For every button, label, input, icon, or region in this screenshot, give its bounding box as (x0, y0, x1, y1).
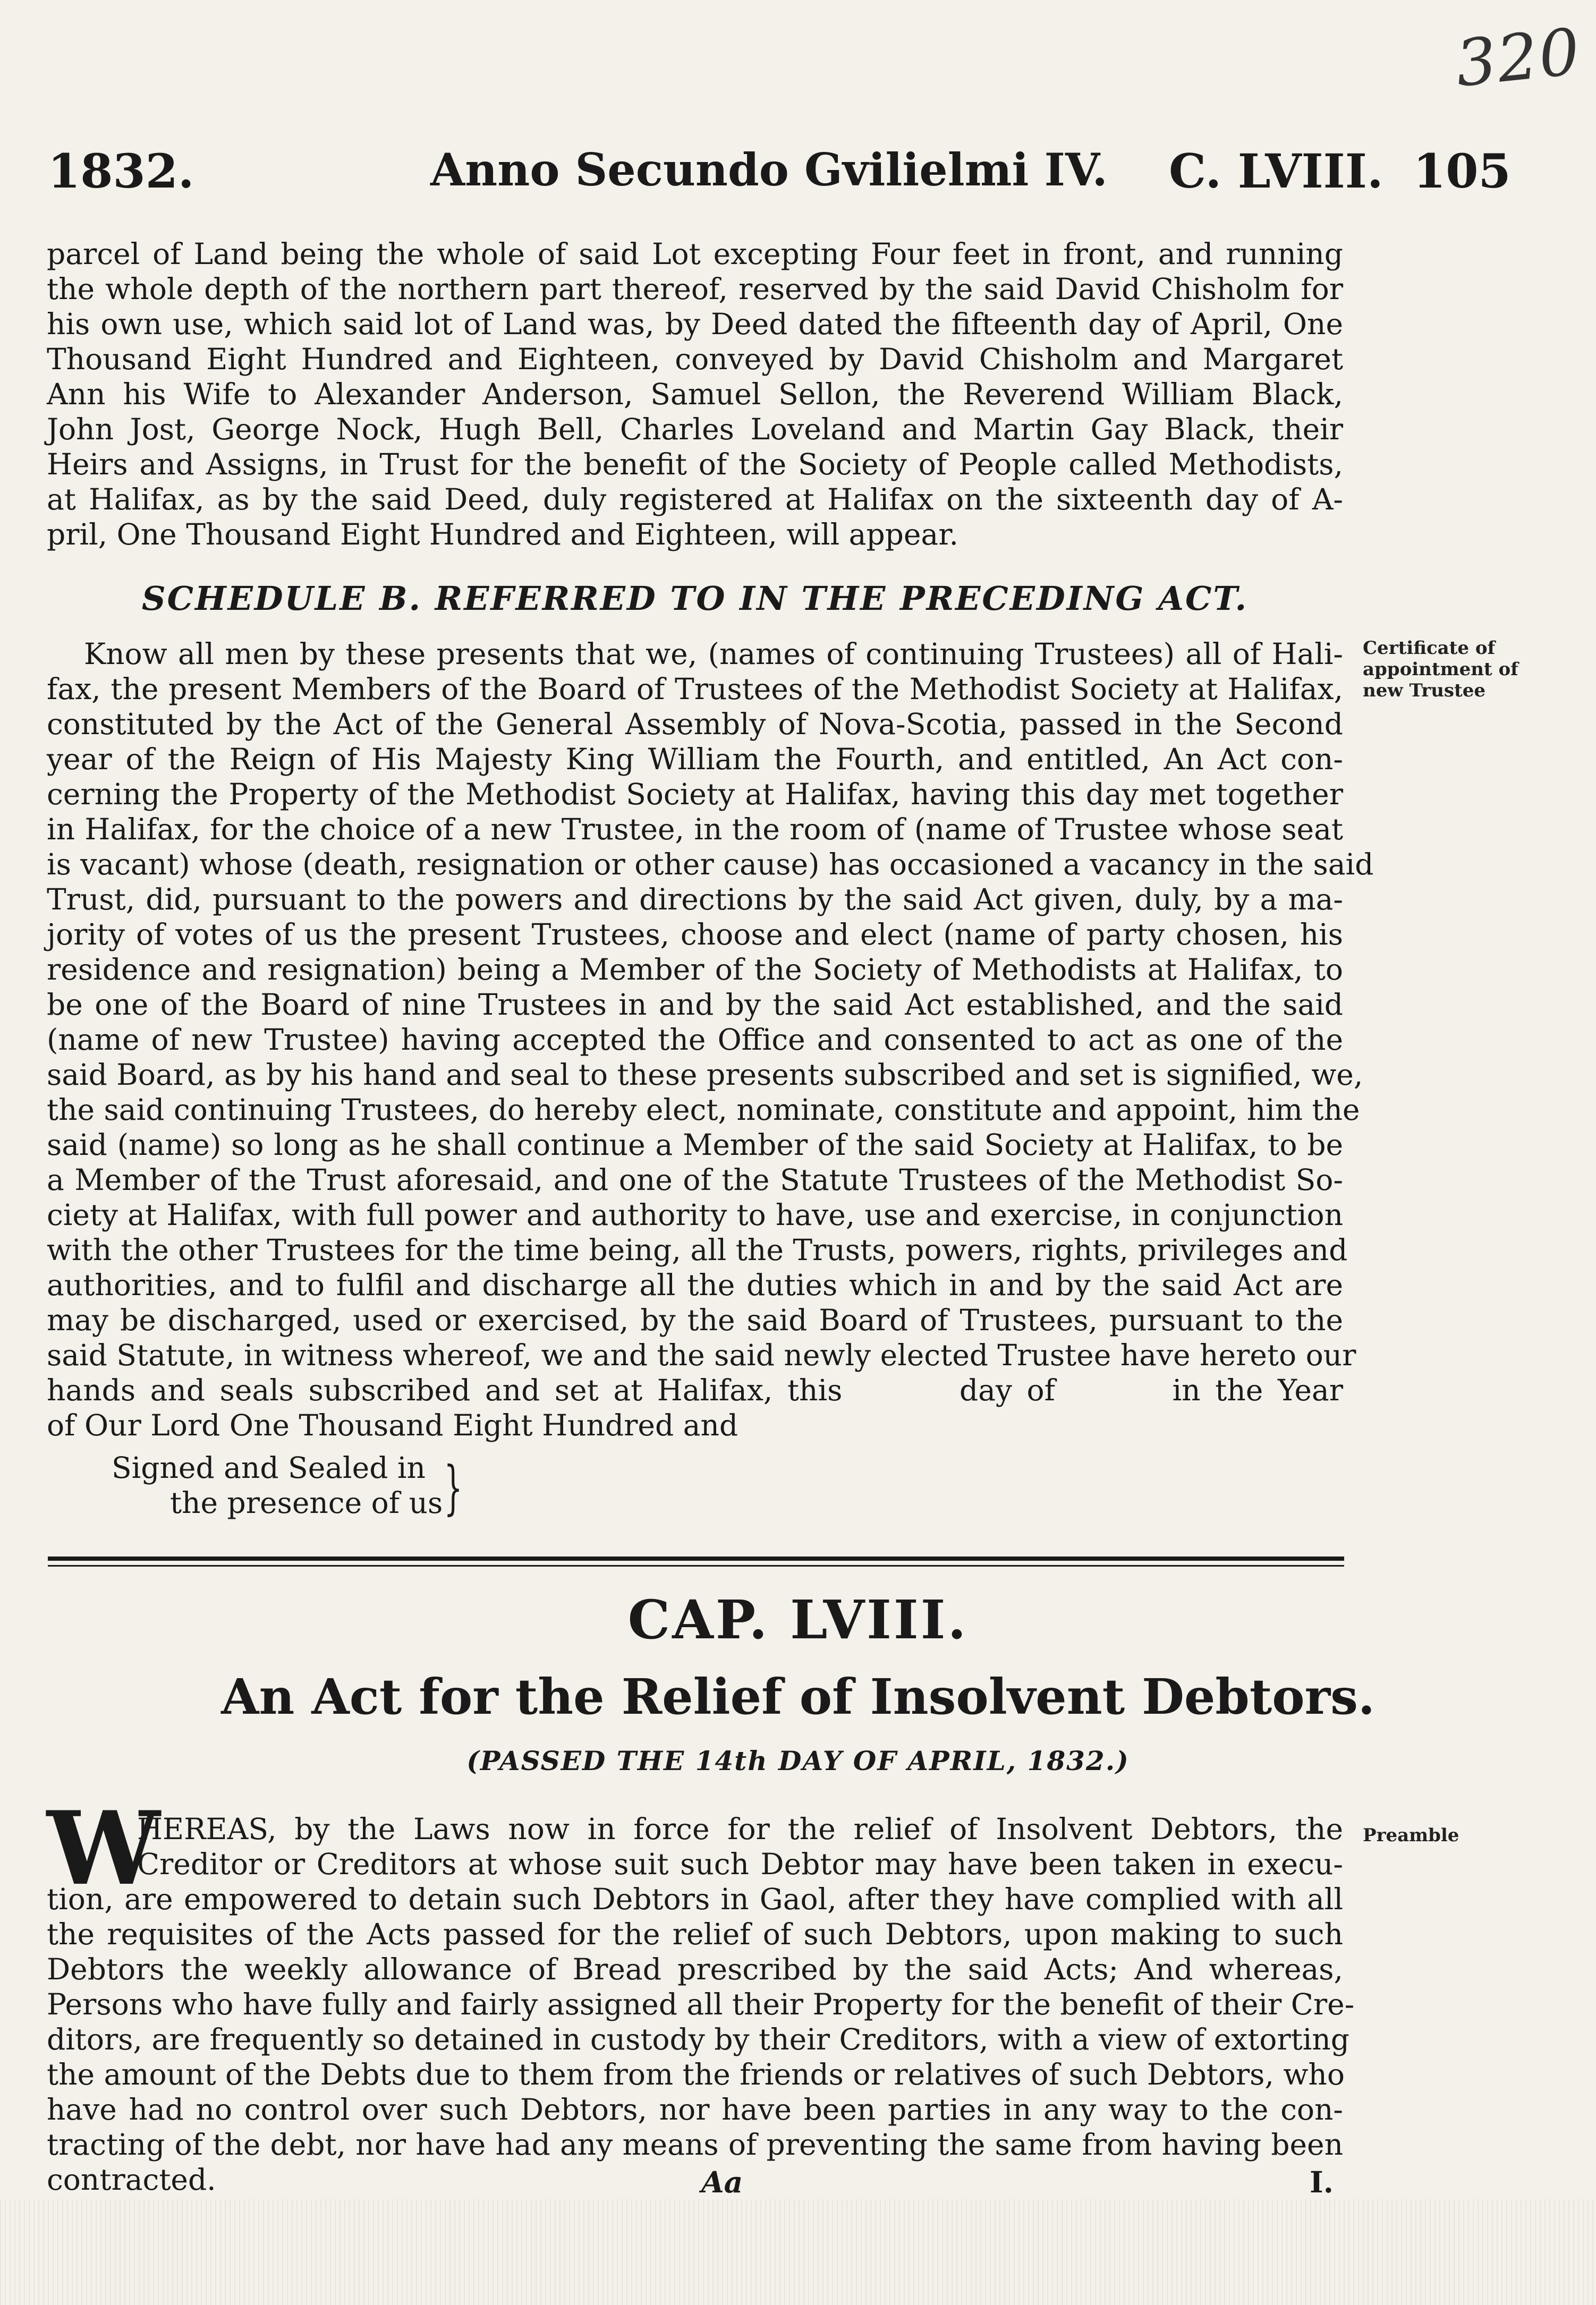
text-line: year of the Reign of His Majesty King William the Fourth, and entitled, An Act con- (47, 742, 1343, 776)
signature-block (112, 1450, 443, 1520)
text-line: said Statute, in witness whereof, we and the said newly elected Trustee have hereto our (47, 1338, 1356, 1372)
drop-cap: W (47, 1789, 160, 1908)
text-line: contracted. (47, 2163, 216, 2197)
text-line: parcel of Land being the whole of said Lot excepting Four feet in front, and running (47, 237, 1343, 271)
text-line: at Halifax, as by the said Deed, duly registered at Halifax on the sixteenth day of A- (47, 482, 1343, 516)
text-line: the amount of the Debts due to them from the friends or relatives of such Debtors, who (47, 2057, 1345, 2091)
act-title: An Act for the Relief of Insolvent Debtors. (221, 1668, 1375, 1725)
handwritten-page-number: 320 (1452, 15, 1584, 101)
text-line: cerning the Property of the Methodist Society at Halifax, having this day met together (47, 777, 1343, 811)
text-line: Creditor or Creditors at whose suit such Debtor may have been taken in execu- (137, 1847, 1343, 1881)
divider-rule-thick (48, 1556, 1344, 1561)
text-line: tracting of the debt, nor have had any means of preventing the same from having been (47, 2128, 1343, 2162)
text-line: may be discharged, used or exercised, by the said Board of Trustees, pursuant to the (47, 1303, 1343, 1337)
text-line: jority of votes of us the present Trustees, choose and elect (name of party chosen, his (47, 917, 1343, 951)
margin-note-preamble: Preamble (1363, 1825, 1459, 1846)
text-line: (name of new Trustee) having accepted the Office and consented to act as one of the (47, 1023, 1343, 1057)
text-line: Persons who have fully and fairly assigned all their Property for the benefit of their Cre- (47, 1987, 1355, 2021)
text-line: authorities, and to fulfil and discharge all the duties which in and by the said Act are (47, 1268, 1343, 1302)
header-year: 1832. (48, 143, 194, 199)
text-line: with the other Trustees for the time being, all the Trusts, powers, rights, privileges and (47, 1233, 1348, 1267)
text-line: fax, the present Members of the Board of Trustees of the Methodist Society at Halifax, (47, 672, 1343, 706)
text-line: the requisites of the Acts passed for the relief of such Debtors, upon making to such (47, 1917, 1343, 1951)
signature-brace: } (444, 1453, 463, 1521)
text-line: ditors, are frequently so detained in custody by their Creditors, with a view of extorting (47, 2022, 1349, 2056)
text-line: Thousand Eight Hundred and Eighteen, conveyed by David Chisholm and Margaret (47, 342, 1343, 376)
scan-noise (0, 2199, 1596, 2305)
text-line: have had no control over such Debtors, nor have been parties in any way to the con- (47, 2093, 1343, 2127)
catchword: I. (1310, 2165, 1334, 2199)
text-line: residence and resignation) being a Member of the Society of Methodists at Halifax, to (47, 952, 1343, 986)
text-line: in Halifax, for the choice of a new Trustee, in the room of (name of Trustee whose seat (47, 812, 1343, 846)
text-line: HEREAS, by the Laws now in force for the relief of Insolvent Debtors, the (137, 1812, 1343, 1846)
preamble-text (47, 1811, 1355, 2197)
text-line: hands and seals subscribed and set at Halifax, this day of in the Year (47, 1373, 1343, 1407)
text-line: Ann his Wife to Alexander Anderson, Samuel Sellon, the Reverend William Black, (47, 377, 1343, 411)
text-line: John Jost, George Nock, Hugh Bell, Charles Loveland and Martin Gay Black, their (47, 412, 1343, 446)
text-line: said (name) so long as he shall continue a Member of the said Society at Halifax, to be (47, 1128, 1343, 1162)
schedule-b-text (47, 636, 1374, 1443)
text-line: Know all men by these presents that we, (names of continuing Trustees) all of Hali- (84, 637, 1343, 671)
chapter-title: CAP. LVIII. (627, 1588, 969, 1651)
text-line: Heirs and Assigns, in Trust for the benefit of the Society of People called Methodists, (47, 447, 1343, 481)
text-line: Debtors the weekly allowance of Bread prescribed by the said Acts; And whereas, (47, 1952, 1343, 1986)
text-line: a Member of the Trust aforesaid, and one of the Statute Trustees of the Methodist So- (47, 1163, 1343, 1197)
text-line: his own use, which said lot of Land was, by Deed dated the fifteenth day of April, One (47, 307, 1343, 341)
passed-date: (PASSED THE 14th DAY OF APRIL, 1832.) (466, 1745, 1130, 1776)
text-line: ciety at Halifax, with full power and authority to have, use and exercise, in conjunction (47, 1198, 1343, 1232)
schedule-b-heading: SCHEDULE B. REFERRED TO IN THE PRECEDING ACT. (141, 579, 1249, 618)
text-line: of Our Lord One Thousand Eight Hundred and (47, 1408, 738, 1442)
text-line: tion, are empowered to detain such Debtors in Gaol, after they have complied with all (47, 1882, 1343, 1916)
header-chapter: C. LVIII. (1169, 143, 1383, 199)
text-line: pril, One Thousand Eight Hundred and Eighteen, will appear. (47, 517, 958, 551)
text-line: is vacant) whose (death, resignation or other cause) has occasioned a vacancy in the said (47, 847, 1374, 881)
margin-note-certificate: Certificate of appointment of new Trustee (1363, 637, 1518, 701)
text-line: the whole depth of the northern part thereof, reserved by the said David Chisholm for (47, 272, 1343, 306)
text-line: be one of the Board of nine Trustees in and by the said Act established, and the said (47, 988, 1343, 1022)
divider-rule-thin (48, 1565, 1344, 1567)
schedule-a-continuation (47, 236, 1343, 552)
text-line: said Board, as by his hand and seal to these presents subscribed and set is signified, we, (47, 1058, 1363, 1092)
signature-line-1: Signed and Sealed in (112, 1451, 426, 1485)
text-line: constituted by the Act of the General Assembly of Nova-Scotia, passed in the Second (47, 707, 1343, 741)
page-number: 105 (1413, 143, 1511, 199)
header-title: Anno Secundo Gvilielmi IV. (430, 143, 1108, 196)
text-line: Trust, did, pursuant to the powers and directions by the said Act given, duly, by a ma- (47, 882, 1343, 916)
signature-mark: Aa (701, 2165, 743, 2199)
text-line: the said continuing Trustees, do hereby elect, nominate, constitute and appoint, him the (47, 1093, 1360, 1127)
signature-line-2: the presence of us (170, 1486, 443, 1520)
